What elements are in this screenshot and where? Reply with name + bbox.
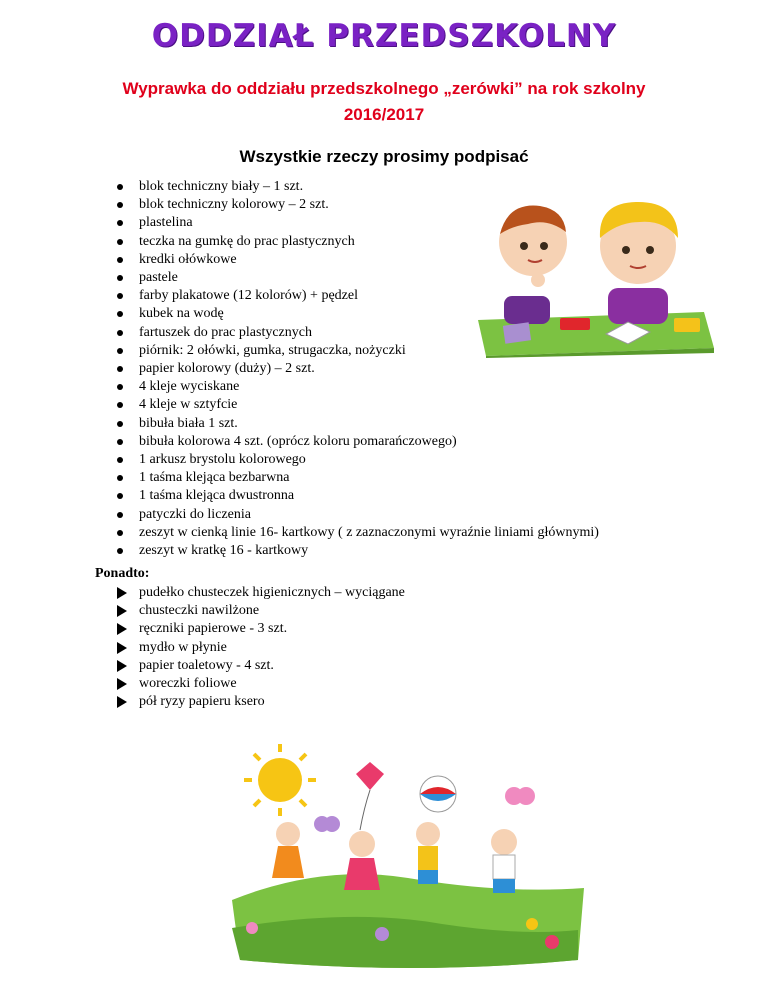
list-item: chusteczki nawilżone [117, 602, 405, 620]
list-item: papier toaletowy - 4 szt. [117, 657, 405, 675]
list-item: woreczki foliowe [117, 675, 405, 693]
list-item: fartuszek do prac plastycznych [117, 324, 599, 342]
subtitle-line-2: 2016/2017 [343, 105, 425, 124]
list-item: bibuła biała 1 szt. [117, 415, 599, 433]
kids-playing-illustration [232, 738, 584, 970]
list-item: kubek na wodę [117, 305, 599, 323]
kids-at-desk-illustration [478, 196, 714, 358]
list-item: farby plakatowe (12 kolorów) + pędzel [117, 287, 599, 305]
list-item: blok techniczny biały – 1 szt. [117, 178, 599, 196]
list-item: blok techniczny kolorowy – 2 szt. [117, 196, 599, 214]
list-item: plastelina [117, 214, 599, 232]
list-item: 1 taśma klejąca bezbarwna [117, 469, 599, 487]
list-item: ręczniki papierowe - 3 szt. [117, 620, 405, 638]
extra-list [117, 584, 405, 711]
list-item: teczka na gumkę do prac plastycznych [117, 233, 599, 251]
list-item: zeszyt w cienką linie 16- kartkowy ( z zaznaczonymi wyraźnie liniami głównymi) [117, 524, 599, 542]
list-item: bibuła kolorowa 4 szt. (oprócz koloru pomarańczowego) [117, 433, 599, 451]
list-item: pastele [117, 269, 599, 287]
ponadto-label: Ponadto: [95, 566, 150, 581]
list-item: 1 taśma klejąca dwustronna [117, 487, 599, 505]
list-item: piórnik: 2 ołówki, gumka, strugaczka, nożyczki [117, 342, 599, 360]
list-item: 4 kleje w sztyfcie [117, 396, 599, 414]
list-item: pudełko chusteczek higienicznych – wyciągane [117, 584, 405, 602]
list-item: 4 kleje wyciskane [117, 378, 599, 396]
list-item: mydło w płynie [117, 639, 405, 657]
list-item: 1 arkusz brystolu kolorowego [117, 451, 599, 469]
list-item: pół ryzy papieru ksero [117, 693, 405, 711]
list-item: zeszyt w kratkę 16 - kartkowy [117, 542, 599, 560]
list-item: patyczki do liczenia [117, 506, 599, 524]
page-title: ODDZIAŁ PRZEDSZKOLNY [151, 18, 617, 54]
list-item: papier kolorowy (duży) – 2 szt. [117, 360, 599, 378]
subtitle-line-1: Wyprawka do oddziału przedszkolnego „zerówki” na rok szkolny [122, 79, 646, 98]
list-item: kredki ołówkowe [117, 251, 599, 269]
notice-heading: Wszystkie rzeczy prosimy podpisać [239, 147, 529, 166]
